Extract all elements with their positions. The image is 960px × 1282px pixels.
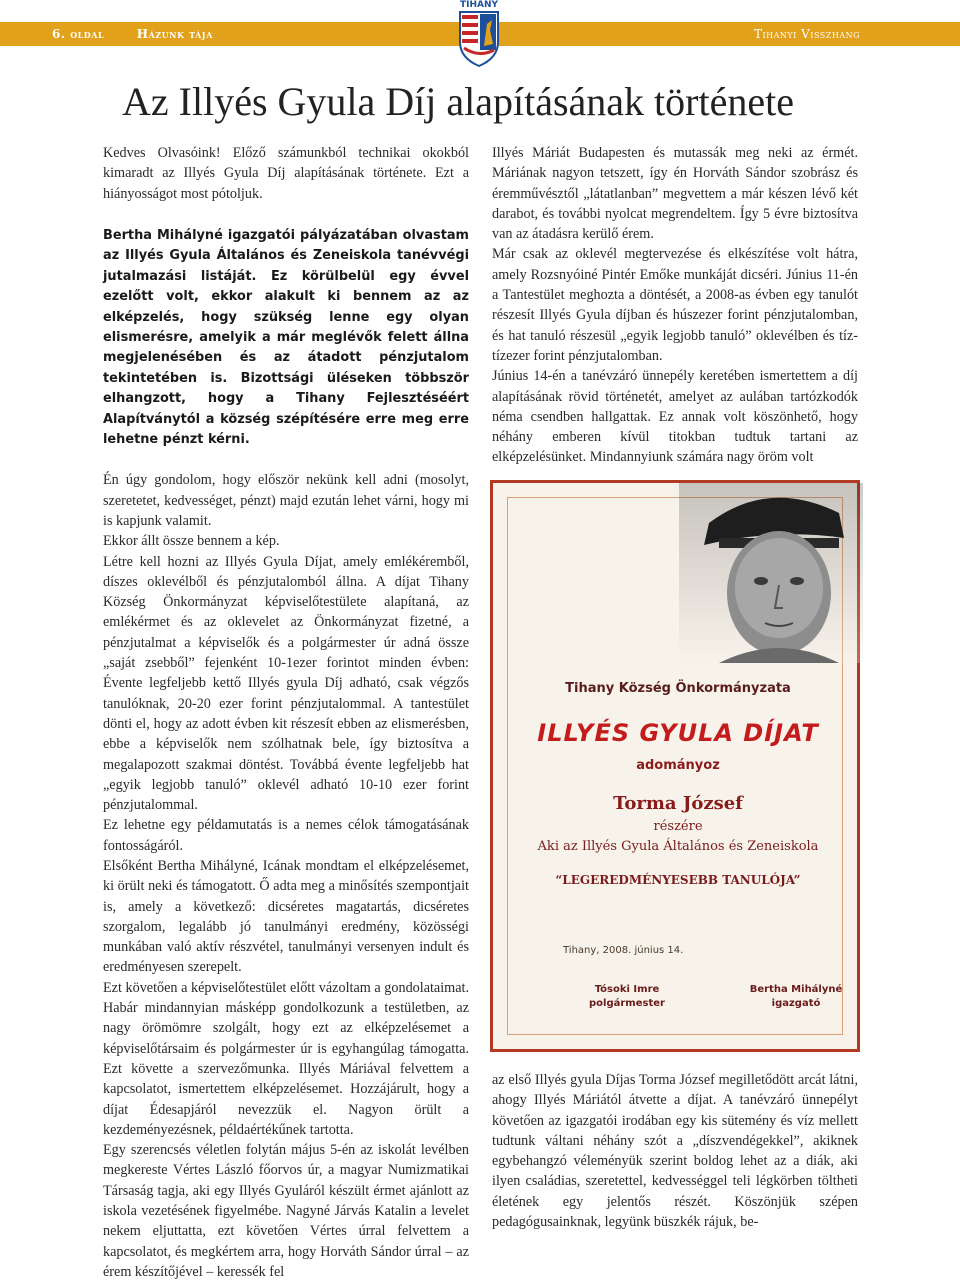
left-column xyxy=(103,143,469,1282)
body-paragraph: Már csak az oklevél megtervezése és elkészítése volt hátra, amely Rozsnyóiné Pintér Emőke munkáját dicséri. Június 11-én a Tantestület meghozta a döntését, a 2008-as évben egy tanulót részesít Illyés Gyula díjban és húszezer forint pénzjutalomban, és hat tanuló részesül „egyik legjobb tanuló” oklevélben és tíz-tízezer forint pénzjutalomban. xyxy=(492,246,858,364)
certificate-award: ILLYÉS GYULA DÍJAT xyxy=(537,719,819,747)
right-bottom-column xyxy=(492,1070,858,1232)
page-label: 6. oldal xyxy=(52,27,105,41)
certificate-distinction: “LEGEREDMÉNYESEBB TANULÓJA” xyxy=(555,873,801,887)
body-paragraph: Ezt követően a képviselőtestület előtt vázoltam a gondolataimat. Habár mindannyian másképp gondolkozunk a testületben, az nagy örömömre szolgált, hogy ezt az elképzelésemet a képviselőtársaim és polgármester úr is egyhangúlag támogatta. Ezt követte a szervezőmunka. Illyés Máriával felvettem a kapcsolatot, ismertettem elképzelésemet. Hozzájárult, hogy a díjat Édesapjáról nevezzük el. Nagyon örült a kezdeményezésnek, példaértékűnek tartotta. xyxy=(103,979,469,1138)
crest-label: TIHANY xyxy=(459,0,499,10)
body-paragraph: Ekkor állt össze bennem a kép. xyxy=(103,533,280,550)
body-paragraph: Én úgy gondolom, hogy először nekünk kell adni (mosolyt, szeretetet, kedvességet, pénzt) majd ezután lehet várni, hogy mi is kapjunk valamit. xyxy=(103,472,469,529)
body-paragraph: Ez lehetne egy példamutatás is a nemes célok támogatásának fontosságáról. xyxy=(103,817,469,854)
certificate-image xyxy=(490,480,860,1052)
certificate-date: Tihany, 2008. június 14. xyxy=(563,945,684,956)
body-paragraph: az első Illyés gyula Díjas Torma József megilletődött arcát látni, ahogy Illyés Máriától átvette a díjat. A tanévzáró ünnepélyt követően az igazgatói irodában egy kis sütemény és víz mellett tudtunk váltani néhány szót a „díszvendégekkel”, akiknek egybehangzó véleményük szerint boldog lehet az a diák, aki ilyen családias, szeretettel, kedvességgel teli légkörben töltheti életének egy jelentős részét. Köszönjük szépen pedagógusainknak, legyünk büszkék rájuk, be- xyxy=(492,1072,858,1231)
certificate-recipient: Torma József xyxy=(613,793,743,814)
body-paragraph: Elsőként Bertha Mihályné, Icának mondtam el elképzelésemet, ki örült neki és támogatott. Ő adta meg a minősítés szempontjait is, amely a következő: dicséretes magatartás, dicséretes szorgalom, legalább jó tanulmányi eredmény, közösségi munkában való aktív részvétel, tanulmányi versenyen indult és eredményesen szerepelt. xyxy=(103,858,469,976)
crest-shield-icon xyxy=(454,0,504,68)
tihany-crest-logo xyxy=(454,0,504,68)
signature-block-principal xyxy=(741,983,851,1011)
signer-name: Bertha Mihályné xyxy=(749,984,843,995)
signer-role: igazgató xyxy=(771,998,821,1009)
portrait-photo xyxy=(679,483,863,663)
certificate-for-label: részére xyxy=(653,819,703,834)
signature-block-mayor xyxy=(567,983,687,1011)
body-paragraph: Létre kell hozni az Illyés Gyula Díjat, amely emlékéremből, díszes oklevélből és pénzjutalomból állna. A díjat Tihany Község Önkormányzat képviselőtestülete alapítaná, az emlékérmet és az oklevelet az Önkormányzat fizetné, a pénzjutalmat a képviselők és a polgármester úr adná össze „saját zsebből” fejenként 10-1ezer forintot minden évben: Évente legfeljebb kettő Illyés gyula Díj adható, csak végzős tanulóknak, 20-20 ezer forint pénzjutalommal. A tantestület dönti el, hogy az adott évben kit részesít ebben az elismerésben, ebbe a képviselők nem szólhatnak bele, így biztosítva a megalapozott szakmai döntést. Továbbá évente legfeljebb hat „egyik legjobb tanuló” oklevél adható 10-10 ezer forint pénzjutalommal. xyxy=(103,553,469,814)
section-label: Házunk tája xyxy=(136,27,213,41)
certificate-school-line: Aki az Illyés Gyula Általános és Zeneiskola xyxy=(537,839,819,854)
body-paragraph: Illyés Máriát Budapesten és mutassák meg neki az érmét. Máriának nagyon tetszett, így én Horváth Sándor szobrász és éremművésztől „látatlanban” megvettem a már készen lévő két darabot, és további nyolcat megrendeltem. Így 5 évre biztosítva van az átadásra kerülő érem. xyxy=(492,145,858,243)
intro-paragraph: Kedves Olvasóink! Előző számunkból technikai okokból kimaradt az Illyés Gyula Díj alapításának története. Ezt a hiányosságot most pótoljuk. xyxy=(103,145,469,202)
publication-name: Tihanyi Visszhang xyxy=(753,27,860,41)
signer-role: polgármester xyxy=(589,998,665,1009)
lead-paragraph: Bertha Mihályné igazgatói pályázatában olvastam az Illyés Gyula Általános és Zeneiskola tanévvégi jutalmazási listáját. Ez körülbelül egy évvel ezelőtt volt, ekkor alakult ki bennem az az elképzelés, hogy szükség lenne egy olyan elismerésre, amelyik a már meglévők felett állna megjelenésében és az átadott pénzjutalom tekintetében is. Bizottsági üléseken többször elhangzott, hogy a Tihany Fejlesztéséért Alapítványtól a község szépítésére erre meg erre lehetne pénzt kérni. xyxy=(103,227,469,447)
header-left xyxy=(52,22,241,46)
certificate-verb: adományoz xyxy=(636,758,720,773)
body-paragraph: Június 14-én a tanévzáró ünnepély keretében ismertettem a díj alapításának rövid történetét, amelyet az aulában tartózkodók néma csendben hallgattak. Ez annak volt köszönhető, hogy néhány emberen kívül titokban tudtuk tartani az elképzelésünket. Mindannyiunk számára nagy öröm volt xyxy=(492,368,858,466)
article-title: Az Illyés Gyula Díj alapításának története xyxy=(122,79,794,124)
certificate-issuer: Tihany Község Önkormányzata xyxy=(565,681,791,696)
body-paragraph: Egy szerencsés véletlen folytán május 5-én az iskolát levélben megkereste Vértes László főorvos úr, a magyar Numizmatikai Társaság tagja, aki egy Illyés Gyuláról készült érmet ajánlott az iskola vezetésének figyelmébe. Nagyné Járvás Katalin a levelet nekem eljuttatta, ezt követően Vértes úrral felvettem a kapcsolatot, és megkértem arra, hogy Horváth Sándor úrral – az érem készítőjével – keressék fel xyxy=(103,1142,469,1280)
signer-name: Tósoki Imre xyxy=(594,984,660,995)
right-column xyxy=(492,143,858,468)
